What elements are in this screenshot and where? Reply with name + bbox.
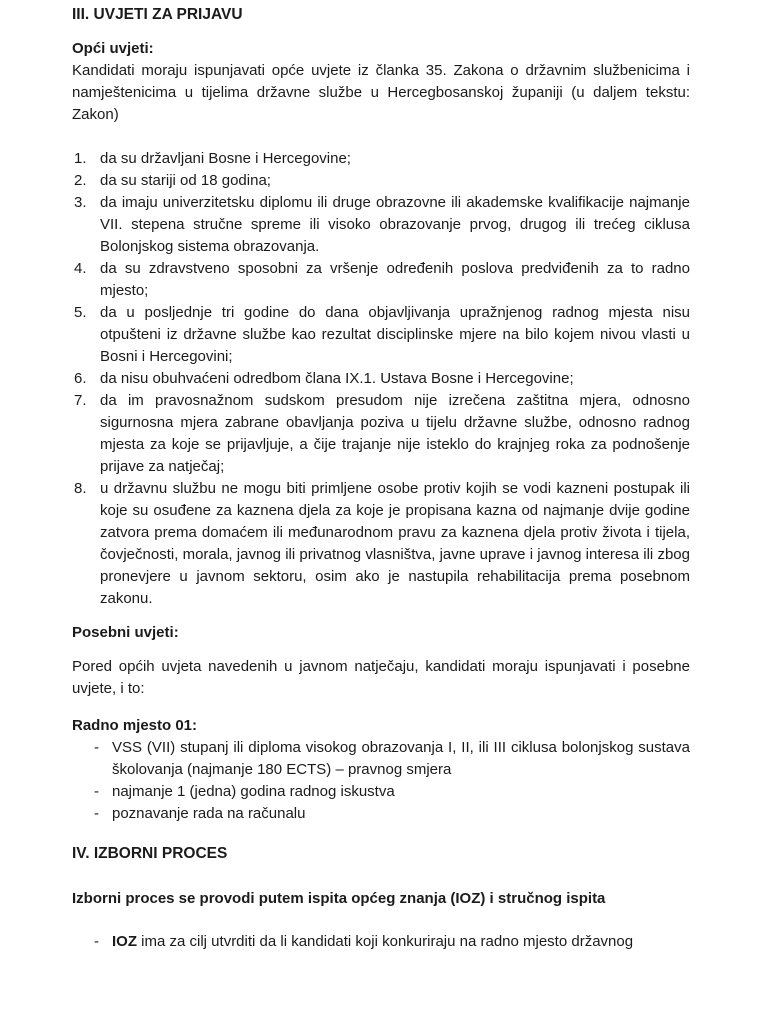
list-item: da su zdravstveno sposobni za vršenje određenih poslova predviđenih za to radno mjesto; xyxy=(100,260,690,299)
list-item: da im pravosnažnom sudskom presudom nije izrečena zaštitna mjera, odnosno sigurnosna mjera zabrane obavljanja poziva u tijelu državne službe, odnosno radnog mjesta za koje se prijavljuje, a čije trajanje nije isteklo do krajnjeg roka za podnošenje prijave za natječaj; xyxy=(100,392,690,475)
ioz-term: IOZ xyxy=(112,933,137,950)
list-item: da imaju univerzitetsku diplomu ili druge obrazovne ili akademske kvalifikacije najmanje VII. stepena stručne spreme ili visoko obrazovanje prvog, drugog ili trećeg ciklusa Bolonjskog sistema obrazovanja. xyxy=(100,194,690,255)
special-conditions-intro: Pored općih uvjeta navedenih u javnom natječaju, kandidati moraju ispunjavati i posebne uvjete, i to: xyxy=(72,658,690,697)
list-item: - poznavanje rada na računalu xyxy=(72,803,690,825)
section-iii-heading: III. UVJETI ZA PRIJAVU xyxy=(72,6,243,23)
list-item: da u posljednje tri godine do dana objavljivanja upražnjenog radnog mjesta nisu otpušteni iz državne službe kao rezultat disciplinske mjere na bilo kojem nivou vlasti u Bosni i Hercegovini; xyxy=(100,304,690,365)
general-conditions-label: Opći uvjeti: xyxy=(72,40,154,57)
general-conditions-intro: Kandidati moraju ispunjavati opće uvjete iz članka 35. Zakona o državnim službenicima i namještenicima u tijelima državne službe u Hercegbosanskoj županiji (u daljem tekstu: Zakon) xyxy=(72,62,690,123)
position-01-label: Radno mjesto 01: xyxy=(72,717,198,734)
ioz-list xyxy=(72,931,690,953)
section-iv-heading: IV. IZBORNI PROCES xyxy=(72,845,228,862)
position-01-requirements-list xyxy=(72,737,690,825)
list-item: da nisu obuhvaćeni odredbom člana IX.1. Ustava Bosne i Hercegovine; xyxy=(100,370,574,387)
list-item: da su državljani Bosne i Hercegovine; xyxy=(100,150,351,167)
section-iv-subheading: Izborni proces se provodi putem ispita općeg znanja (IOZ) i stručnog ispita xyxy=(72,890,606,907)
list-item: da su stariji od 18 godina; xyxy=(100,172,271,189)
list-item: - VSS (VII) stupanj ili diploma visokog obrazovanja I, II, ili III ciklusa bolonjskog sustava školovanja (najmanje 180 ECTS) – pravnog smjera xyxy=(72,737,690,781)
list-item xyxy=(72,931,690,953)
special-conditions-label: Posebni uvjeti: xyxy=(72,624,179,641)
ioz-description: ima za cilj utvrditi da li kandidati koji konkuriraju na radno mjesto državnog xyxy=(137,933,634,950)
list-item: u državnu službu ne mogu biti primljene osobe protiv kojih se vodi kazneni postupak ili koje su osuđene za kaznena djela za koje je propisana kazna od najmanje dvije godine zatvora prema domaćem ili međunarodnom pravu za kaznena djela protiv života i tijela, čovječnosti, morala, javnog ili privatnog vlasništva, javne uprave i javnog interesa ili zbog pronevjere u javnom sektoru, osim ako je nastupila rehabilitacija prema posebnom zakonu. xyxy=(100,480,690,607)
general-conditions-list xyxy=(72,148,690,610)
list-item: - najmanje 1 (jedna) godina radnog iskustva xyxy=(72,781,690,803)
